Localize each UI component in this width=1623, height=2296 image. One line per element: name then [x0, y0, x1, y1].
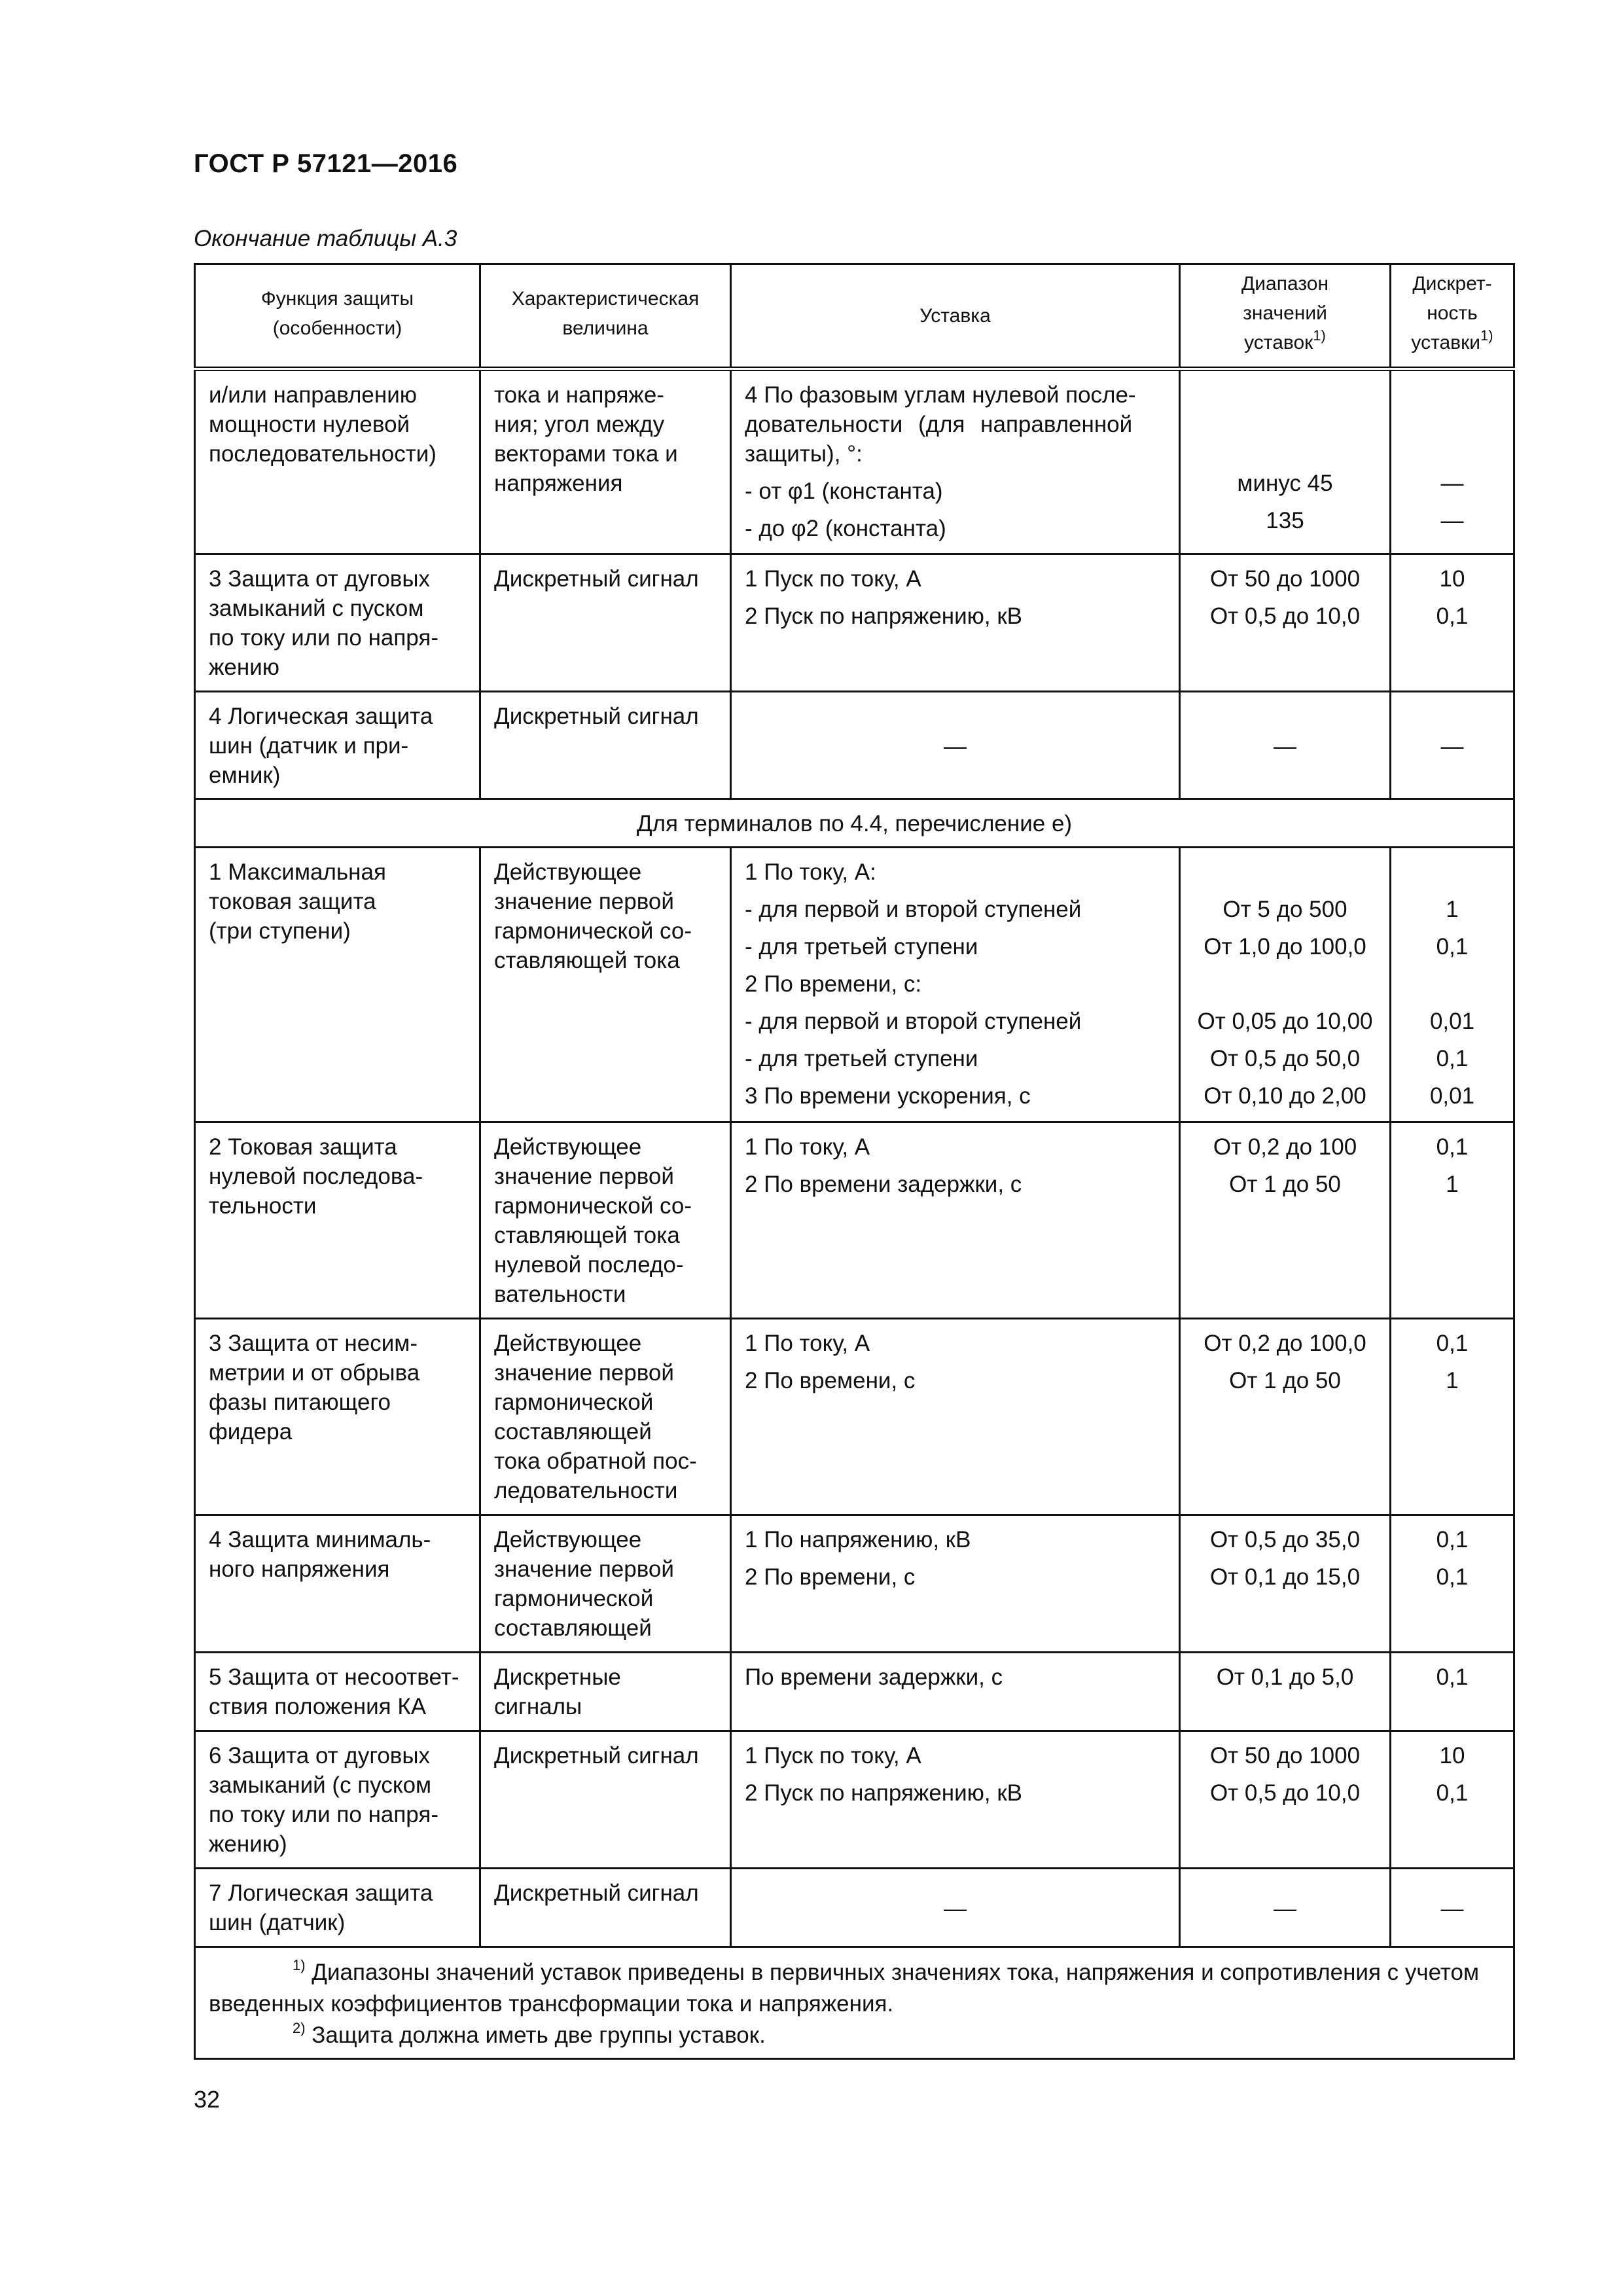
table-row — [195, 848, 1514, 1122]
table-row — [195, 554, 1514, 692]
cell-setting — [731, 1869, 1180, 1947]
cell-discreteness: 0,1 1 — [1391, 1122, 1514, 1319]
table-row — [195, 692, 1514, 799]
header-range: Диапазон значений уставок$^{1)}$ — [1180, 264, 1391, 369]
header-setting: Уставка — [731, 264, 1180, 369]
table-header-row — [195, 264, 1514, 369]
cell-discreteness: 10 0,1 — [1391, 1731, 1514, 1869]
cell-setting: 1 Пуск по току, А 2 Пуск по напряжению, кВ — [731, 554, 1180, 692]
dash-mark: — — [1440, 734, 1464, 759]
cell-function: 5 Защита от несоответ- ствия положения КА — [195, 1653, 480, 1731]
document-title: ГОСТ Р 57121—2016 — [194, 149, 458, 178]
cell-discreteness: 0,1 0,1 — [1391, 1515, 1514, 1653]
table-row — [195, 369, 1514, 554]
table-caption: Окончание таблицы А.3 — [194, 226, 457, 251]
cell-range: От 5 до 500 От 1,0 до 100,0 От 0,05 до 10,00 От 0,5 до 50,0 От 0,10 до 2,00 — [1180, 848, 1391, 1122]
cell-characteristic: Действующее значение первой гармонической составляющей тока обратной пос- ледовательности — [480, 1319, 731, 1515]
cell-characteristic: Действующее значение первой гармонической со- ставляющей тока — [480, 848, 731, 1122]
footnote-1: $^{1)}$ Диапазоны значений уставок приведены в первичных значениях тока, напряжения и сопротивления с учетом введенных коэффициентов трансформации тока и напряжения. — [209, 1957, 1480, 2017]
cell-discreteness — [1391, 1869, 1514, 1947]
table-row — [195, 1653, 1514, 1731]
cell-range: От 0,2 до 100,0 От 1 до 50 — [1180, 1319, 1391, 1515]
section-heading: Для терминалов по 4.4, перечисление е) — [195, 799, 1514, 848]
dash-mark: — — [1274, 734, 1296, 759]
cell-function: и/или направлению мощности нулевой последовательности) — [195, 369, 480, 554]
header-characteristic: Характеристическая величина — [480, 264, 731, 369]
cell-range: От 0,1 до 5,0 — [1180, 1653, 1391, 1731]
table-row — [195, 1319, 1514, 1515]
cell-characteristic: Действующее значение первой гармонической составляющей — [480, 1515, 731, 1653]
cell-characteristic: Действующее значение первой гармонической со- ставляющей тока нулевой последо- вательности — [480, 1122, 731, 1319]
dash-mark: — — [1440, 1896, 1464, 1922]
cell-function: 4 Логическая защита шин (датчик и при- емник) — [195, 692, 480, 799]
protection-settings-table — [194, 263, 1515, 2060]
cell-function: 6 Защита от дуговых замыканий (с пуском по току или по напря- жению) — [195, 1731, 480, 1869]
cell-characteristic: Дискретный сигнал — [480, 692, 731, 799]
cell-function: 7 Логическая защита шин (датчик) — [195, 1869, 480, 1947]
cell-characteristic: Дискретный сигнал — [480, 554, 731, 692]
section-row — [195, 799, 1514, 848]
cell-range: минус 45 135 — [1180, 369, 1391, 554]
cell-setting: По времени задержки, с — [731, 1653, 1180, 1731]
cell-range — [1180, 692, 1391, 799]
cell-setting: 1 По току, А 2 По времени задержки, с — [731, 1122, 1180, 1319]
dash-mark: — — [944, 734, 967, 759]
footnotes — [195, 1947, 1514, 2059]
cell-setting: 1 По напряжению, кВ 2 По времени, с — [731, 1515, 1180, 1653]
dash-mark: — — [1274, 1896, 1296, 1922]
table-row — [195, 1515, 1514, 1653]
cell-setting: 4 По фазовым углам нулевой после- довательности (для направленной защиты), °: - от φ1 (константа) - до φ2 (константа) — [731, 369, 1180, 554]
cell-characteristic: Дискретный сигнал — [480, 1869, 731, 1947]
table-row — [195, 1869, 1514, 1947]
cell-function: 1 Максимальная токовая защита (три ступени) — [195, 848, 480, 1122]
cell-discreteness: 1 0,1 0,01 0,1 0,01 — [1391, 848, 1514, 1122]
cell-range — [1180, 1869, 1391, 1947]
cell-setting: 1 По току, А: - для первой и второй ступеней - для третьей ступени 2 По времени, с: - для первой и второй ступеней - для третьей ступени 3 По времени ускорения, с — [731, 848, 1180, 1122]
dash-mark: — — [944, 1896, 967, 1922]
cell-setting — [731, 692, 1180, 799]
cell-range: От 0,5 до 35,0 От 0,1 до 15,0 — [1180, 1515, 1391, 1653]
cell-discreteness: — — — [1391, 369, 1514, 554]
cell-range: От 50 до 1000 От 0,5 до 10,0 — [1180, 1731, 1391, 1869]
footnote-2: $^{2)}$ Защита должна иметь две группы уставок. — [293, 2020, 766, 2048]
cell-characteristic: тока и напряже- ния; угол между векторами тока и напряжения — [480, 369, 731, 554]
footnote-ref: 1) — [1313, 327, 1326, 344]
cell-discreteness — [1391, 692, 1514, 799]
table-row — [195, 1122, 1514, 1319]
cell-function: 2 Токовая защита нулевой последова- тельности — [195, 1122, 480, 1319]
cell-range: От 0,2 до 100 От 1 до 50 — [1180, 1122, 1391, 1319]
cell-range: От 50 до 1000 От 0,5 до 10,0 — [1180, 554, 1391, 692]
cell-characteristic: Дискретный сигнал — [480, 1731, 731, 1869]
footnote-ref: 1) — [1480, 327, 1493, 344]
cell-characteristic: Дискретные сигналы — [480, 1653, 731, 1731]
cell-discreteness: 0,1 1 — [1391, 1319, 1514, 1515]
cell-discreteness: 0,1 — [1391, 1653, 1514, 1731]
cell-function: 4 Защита минималь- ного напряжения — [195, 1515, 480, 1653]
cell-function: 3 Защита от несим- метрии и от обрыва фазы питающего фидера — [195, 1319, 480, 1515]
footnotes-row — [195, 1947, 1514, 2059]
header-discreteness: Дискрет- ность уставки$^{1)}$ — [1391, 264, 1514, 369]
cell-discreteness: 10 0,1 — [1391, 554, 1514, 692]
table-row — [195, 1731, 1514, 1869]
cell-function: 3 Защита от дуговых замыканий с пуском по току или по напря- жению — [195, 554, 480, 692]
cell-setting: 1 По току, А 2 По времени, с — [731, 1319, 1180, 1515]
cell-setting: 1 Пуск по току, А 2 Пуск по напряжению, кВ — [731, 1731, 1180, 1869]
page-number: 32 — [194, 2086, 221, 2113]
header-function: Функция защиты (особенности) — [195, 264, 480, 369]
